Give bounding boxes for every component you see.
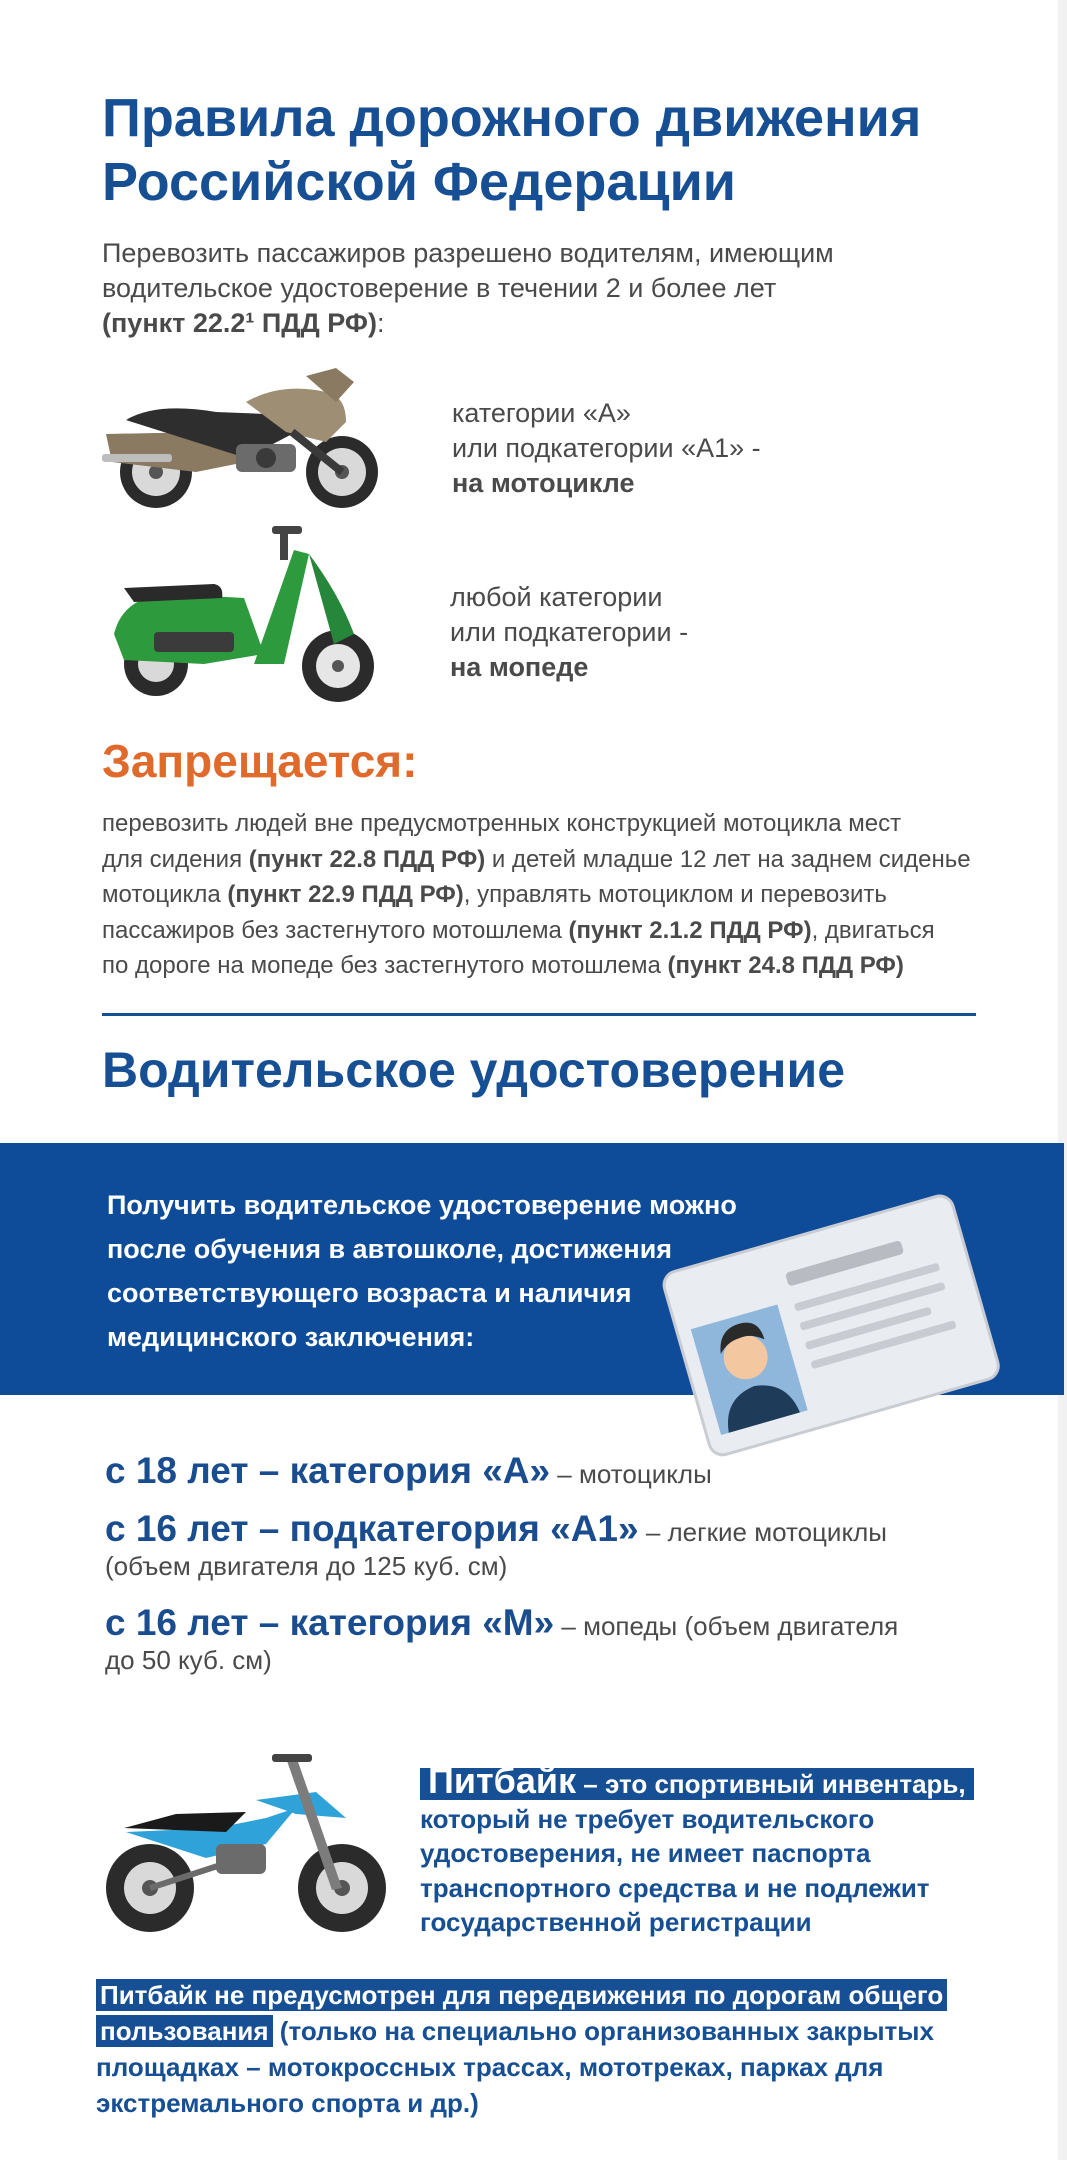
- intro-reference: (пункт 22.2¹ ПДД РФ): [102, 308, 377, 338]
- note-highlight: пользования: [96, 2015, 273, 2047]
- forbidden-text: пассажиров без застегнутого мотошлема: [102, 916, 569, 944]
- age-category-title: с 18 лет – категория «А»: [105, 1450, 551, 1491]
- category-moped-line-1: любой категории: [450, 582, 663, 612]
- note-highlight: Питбайк не предусмотрен для передвижения по дорогам общего: [96, 1979, 947, 2011]
- page-title: [102, 86, 1022, 214]
- age-category-title: с 16 лет – категория «М»: [105, 1602, 555, 1643]
- pitbike-desc: – это спортивный инвентарь,: [576, 1769, 966, 1799]
- title-line-2: Российской Федерации: [102, 152, 736, 212]
- age-category-desc: – легкие мотоциклы: [638, 1517, 887, 1547]
- pitbike-icon: [96, 1748, 396, 1948]
- forbidden-text: для сидения: [102, 845, 249, 873]
- forbidden-heading: Запрещается:: [102, 735, 418, 787]
- pitbike-desc-line: который не требует водительского: [420, 1803, 875, 1834]
- age-category-detail: (объем двигателя до 125 куб. см): [105, 1551, 508, 1581]
- forbidden-text: , двигаться: [811, 916, 935, 944]
- age-category: [105, 1508, 1005, 1583]
- note-text: (только на специально организованных закрытых: [272, 2016, 934, 2046]
- forbidden-text: мотоцикла: [102, 881, 228, 908]
- forbidden-text: , управлять мотоциклом и перевозить: [463, 881, 887, 908]
- intro-paragraph: [102, 236, 1002, 341]
- category-motorcycle-line-2: или подкатегории «А1» -: [452, 433, 761, 463]
- pitbike-name: Питбайк: [428, 1760, 577, 1801]
- age-category: [105, 1450, 1005, 1491]
- category-motorcycle-line-1: категории «А»: [452, 398, 631, 428]
- age-category-desc: – мотоциклы: [550, 1459, 712, 1489]
- pitbike-road-note: [96, 1977, 1016, 2121]
- intro-colon: :: [376, 308, 385, 338]
- age-category-desc: – мопеды (объем двигателя: [554, 1611, 899, 1641]
- motorcycle-icon: [96, 362, 386, 514]
- forbidden-paragraph: [102, 806, 1002, 984]
- title-line-1: Правила дорожного движения: [102, 88, 922, 148]
- license-info-line: после обучения в автошколе, достижения: [107, 1234, 673, 1264]
- note-text: экстремального спорта и др.): [96, 2088, 479, 2118]
- section-divider: [102, 1013, 976, 1016]
- moped-icon: [94, 514, 384, 714]
- pitbike-description: [420, 1760, 1020, 1940]
- license-info-line: соответствующего возраста и наличия: [107, 1278, 632, 1308]
- intro-line-1: Перевозить пассажиров разрешено водителям, имеющим: [102, 238, 834, 268]
- rule-reference: (пункт 22.9 ПДД РФ): [227, 881, 464, 908]
- forbidden-text: по дороге на мопеде без застегнутого мотошлема: [102, 952, 668, 979]
- id-card-icon: [650, 1172, 1000, 1472]
- forbidden-text: и детей младше 12 лет на заднем сиденье: [485, 845, 971, 873]
- category-moped-line-2: или подкатегории -: [450, 617, 689, 647]
- license-info-line: медицинского заключения:: [107, 1322, 475, 1352]
- pitbike-desc-line: удостоверения, не имеет паспорта: [420, 1838, 871, 1868]
- note-text: площадках – мотокроссных трассах, мототреках, парках для: [96, 2052, 884, 2082]
- license-heading: Водительское удостоверение: [102, 1042, 846, 1098]
- category-moped: [450, 580, 688, 685]
- rule-reference: (пункт 22.8 ПДД РФ): [248, 845, 486, 873]
- category-moped-vehicle: на мопеде: [450, 652, 589, 682]
- intro-line-2: водительское удостоверение в течении 2 и более лет: [102, 273, 777, 303]
- category-motorcycle-vehicle: на мотоцикле: [452, 468, 635, 498]
- pitbike-desc-line: транспортного средства и не подлежит: [420, 1872, 930, 1903]
- forbidden-text: перевозить людей вне предусмотренных конструкцией мотоцикла мест: [102, 810, 902, 837]
- age-category-title: с 16 лет – подкатегория «А1»: [105, 1508, 639, 1549]
- rule-reference: (пункт 24.8 ПДД РФ): [667, 952, 904, 979]
- pitbike-desc-line: государственной регистрации: [420, 1907, 812, 1937]
- page-edge: [1058, 0, 1067, 2160]
- age-category-detail: до 50 куб. см): [105, 1645, 272, 1675]
- rule-reference: (пункт 2.1.2 ПДД РФ): [568, 916, 812, 944]
- category-motorcycle: [452, 396, 761, 501]
- age-category: [105, 1602, 1005, 1677]
- pitbike-highlight: [420, 1760, 974, 1801]
- license-info-line: Получить водительское удостоверение можно: [107, 1190, 737, 1220]
